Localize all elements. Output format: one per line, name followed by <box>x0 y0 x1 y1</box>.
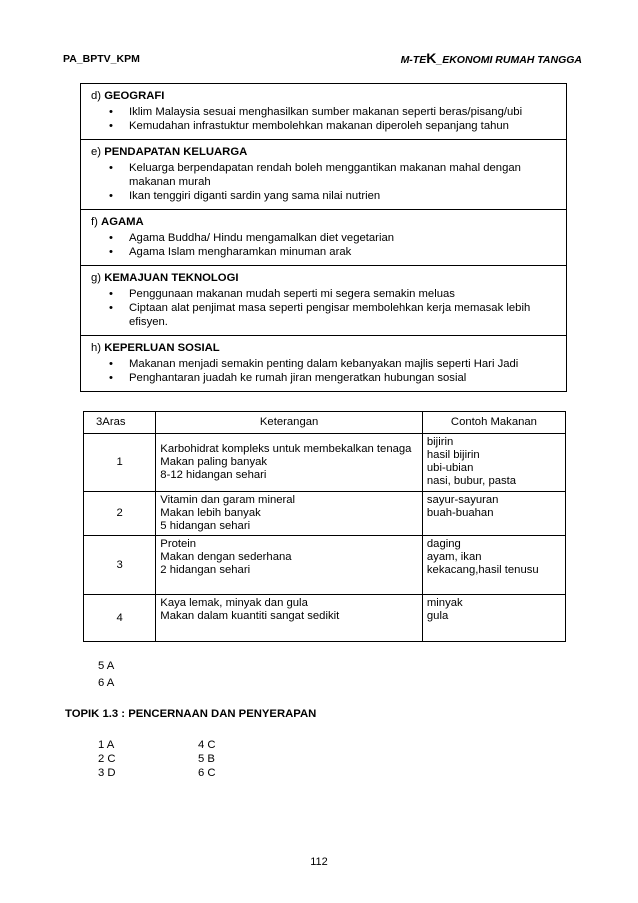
section-title <box>91 341 558 355</box>
answer-item: 4 C <box>198 739 216 751</box>
table-row <box>84 536 566 595</box>
header-aras: 3Aras <box>84 412 156 434</box>
answer-list-a <box>98 658 114 692</box>
bullet-item: • Ciptaan alat penjimat masa seperti pengisar membolehkan kerja memasak lebih efisyen. <box>91 301 558 329</box>
cell-contoh <box>422 492 565 536</box>
cell-aras: 4 <box>84 595 156 642</box>
cell-keterangan <box>156 434 423 492</box>
keterangan-line: Makan dalam kuantiti sangat sedikit <box>160 610 340 622</box>
cell-contoh <box>422 536 565 595</box>
factors-box <box>80 83 567 392</box>
food-pyramid-table <box>83 411 566 642</box>
answer-item: 3 D <box>98 767 116 779</box>
section-title <box>91 215 558 229</box>
section-prefix: d) <box>91 90 105 102</box>
answer-item: 5 B <box>198 753 215 765</box>
factor-section <box>81 210 566 266</box>
contoh-line: minyak <box>426 597 463 609</box>
keterangan-line: Karbohidrat kompleks untuk membekalkan tenaga <box>160 443 412 455</box>
contoh-line: bijirin <box>426 436 454 448</box>
section-title <box>91 271 558 285</box>
cell-keterangan <box>156 595 423 642</box>
keterangan-line: Makan dengan sederhana <box>160 551 292 563</box>
bullet-item: • Iklim Malaysia sesuai menghasilkan sumber makanan seperti beras/pisang/ubi <box>91 105 558 119</box>
cell-contoh <box>422 595 565 642</box>
keterangan-line: Makan paling banyak <box>160 456 268 468</box>
header-right <box>401 50 582 66</box>
header-right-big: K <box>426 50 437 66</box>
cell-keterangan <box>156 492 423 536</box>
answer-item: 6 A <box>98 677 115 689</box>
factor-section <box>81 84 566 140</box>
contoh-line: nasi, bubur, pasta <box>426 475 517 487</box>
contoh-line: sayur-sayuran <box>426 494 499 506</box>
bullet-list <box>91 105 558 133</box>
bullet-item: • Makanan menjadi semakin penting dalam kebanyakan majlis seperti Hari Jadi <box>91 357 558 371</box>
answer-item: 5 A <box>98 660 115 672</box>
table-row <box>84 595 566 642</box>
factor-section <box>81 336 566 391</box>
cell-contoh <box>422 434 565 492</box>
answer-item: 6 C <box>198 767 216 779</box>
bullet-list <box>91 161 558 203</box>
header-right-prefix: M-TE <box>400 54 427 66</box>
bullet-list <box>91 287 558 329</box>
cell-aras: 1 <box>84 434 156 492</box>
keterangan-line: Kaya lemak, minyak dan gula <box>160 597 308 609</box>
header-contoh: Contoh Makanan <box>422 412 565 434</box>
factor-section <box>81 266 566 336</box>
contoh-line: hasil bijirin <box>426 449 480 461</box>
table-header-row <box>84 412 566 434</box>
contoh-line: gula <box>426 610 449 622</box>
contoh-line: buah-buahan <box>426 507 494 519</box>
section-prefix: f) <box>91 216 102 228</box>
bullet-item: • Kemudahan infrastuktur membolehkan makanan diperoleh sepanjang tahun <box>91 119 558 133</box>
section-title <box>91 89 558 103</box>
section-prefix: e) <box>91 146 105 158</box>
keterangan-line: Protein <box>160 538 197 550</box>
answer-item: 2 C <box>98 753 116 765</box>
answer-column-2 <box>198 738 216 780</box>
bullet-list <box>91 231 558 259</box>
bullet-item: • Penggunaan makanan mudah seperti mi segera semakin meluas <box>91 287 558 301</box>
cell-keterangan <box>156 536 423 595</box>
contoh-line: ubi-ubian <box>426 462 474 474</box>
section-heading: KEMAJUAN TEKNOLOGI <box>104 272 239 284</box>
keterangan-line: 8-12 hidangan sehari <box>160 469 267 481</box>
bullet-list <box>91 357 558 385</box>
table-row <box>84 434 566 492</box>
section-heading: PENDAPATAN KELUARGA <box>104 146 248 158</box>
header-keterangan: Keterangan <box>156 412 423 434</box>
bullet-item: • Ikan tenggiri diganti sardin yang sama nilai nutrien <box>91 189 558 203</box>
bullet-item: • Agama Buddha/ Hindu mengamalkan diet vegetarian <box>91 231 558 245</box>
cell-aras: 3 <box>84 536 156 595</box>
header-left: PA_BPTV_KPM <box>63 53 140 65</box>
section-title <box>91 145 558 159</box>
table-row <box>84 492 566 536</box>
section-heading: GEOGRAFI <box>104 90 165 102</box>
contoh-line: ayam, ikan <box>426 551 482 563</box>
keterangan-line: Makan lebih banyak <box>160 507 261 519</box>
cell-aras: 2 <box>84 492 156 536</box>
topic-heading: TOPIK 1.3 : PENCERNAAN DAN PENYERAPAN <box>65 708 317 720</box>
bullet-item: • Keluarga berpendapatan rendah boleh menggantikan makanan mahal dengan makanan murah <box>91 161 558 189</box>
keterangan-line: Vitamin dan garam mineral <box>160 494 296 506</box>
contoh-line: kekacang,hasil tenusu <box>426 564 539 576</box>
header-right-suffix: _EKONOMI RUMAH TANGGA <box>436 54 582 66</box>
keterangan-line: 5 hidangan sehari <box>160 520 251 532</box>
keterangan-line: 2 hidangan sehari <box>160 564 251 576</box>
bullet-item: • Penghantaran juadah ke rumah jiran mengeratkan hubungan sosial <box>91 371 558 385</box>
bullet-item: • Agama Islam mengharamkan minuman arak <box>91 245 558 259</box>
page-number: 112 <box>310 856 328 868</box>
section-heading: AGAMA <box>101 216 144 228</box>
section-prefix: g) <box>91 272 105 284</box>
answer-item: 1 A <box>98 739 115 751</box>
answer-column-1 <box>98 738 116 780</box>
contoh-line: daging <box>426 538 461 550</box>
section-prefix: h) <box>91 342 105 354</box>
factor-section <box>81 140 566 210</box>
section-heading: KEPERLUAN SOSIAL <box>104 342 220 354</box>
